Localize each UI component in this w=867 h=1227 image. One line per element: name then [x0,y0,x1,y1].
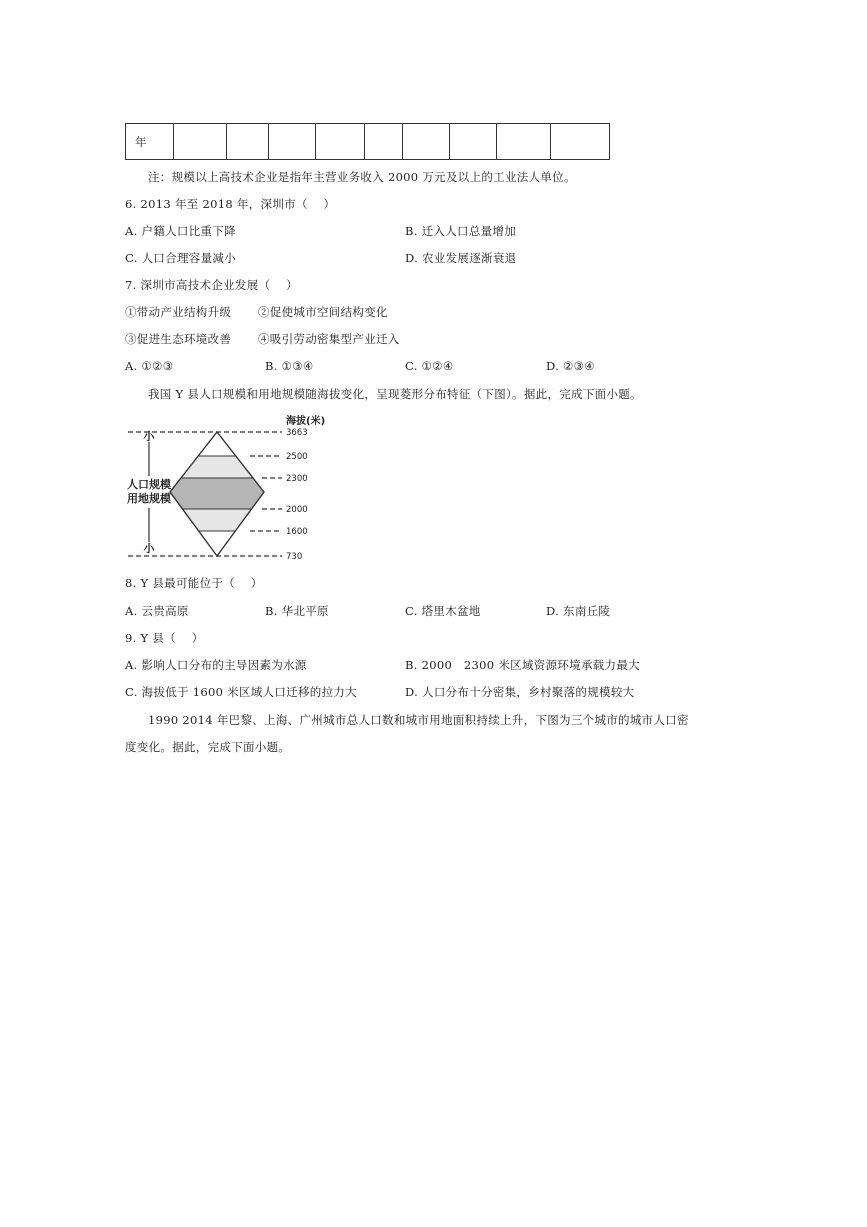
data-table [125,123,610,160]
table-cell [269,124,316,160]
table-cell-year: 年 [126,124,174,160]
question-9-option-b: B. 2000 2300 米区域资源环境承载力最大 [405,658,640,672]
question-8-stem: 8. Y 县最可能位于（ ） [125,576,263,590]
table-note: 注：规模以上高技术企业是指年主营业务收入 2000 万元及以上的工业法人单位。 [148,170,576,184]
question-8-option-a: A. 云贵高原 [125,604,189,618]
small-label-bottom: 小 [143,542,155,555]
question-9-option-d: D. 人口分布十分密集，乡村聚落的规模较大 [405,685,635,699]
table-cell [316,124,365,160]
table-cell [551,124,610,160]
question-9-option-c: C. 海拔低于 1600 米区域人口迁移的拉力大 [125,685,357,699]
diamond-distribution-figure [120,408,340,568]
question-7-stem: 7. 深圳市高技术企业发展（ ） [125,278,298,292]
paragraph-intro-line1: 1990 2014 年巴黎、上海、广州城市总人口数和城市用地面积持续上升，下图为三个城市的城市人口密 [148,713,689,727]
question-7-option-c: C. ①②④ [405,359,454,373]
axis-label-population: 人口规模 [127,478,171,491]
diamond-bands [160,432,280,561]
altitude-label: 3663 [286,428,308,438]
question-7-option-a: A. ①②③ [125,359,174,373]
question-9-stem: 9. Y 县（ ） [125,631,204,645]
question-6-option-a: A. 户籍人口比重下降 [125,224,236,238]
question-6-option-d: D. 农业发展逐渐衰退 [405,251,517,265]
paragraph-intro-line2: 度变化。据此，完成下面小题。 [125,740,291,754]
table-cell [365,124,403,160]
question-8-option-c: C. 塔里木盆地 [405,604,481,618]
question-7-option-d: D. ②③④ [546,359,595,373]
table-cell [403,124,450,160]
question-7-statement-4: ④吸引劳动密集型产业迁入 [258,332,400,346]
question-7-option-b: B. ①③④ [265,359,314,373]
table-row [126,124,610,160]
table-cell [227,124,269,160]
question-7-statement-1: ①带动产业结构升级 [125,305,232,319]
altitude-title: 海拔(米) [286,416,326,427]
band-1600-2000 [160,509,280,531]
question-6-option-b: B. 迁入人口总量增加 [405,224,517,238]
question-6-stem: 6. 2013 年至 2018 年，深圳市（ ） [125,197,336,211]
question-8-option-b: B. 华北平原 [265,604,329,618]
altitude-label: 2000 [286,505,308,515]
question-6-option-c: C. 人口合理容量减小 [125,251,236,265]
altitude-label: 2500 [286,452,308,462]
figure-intro-text: 我国 Y 县人口规模和用地规模随海拔变化，呈现菱形分布特征（下图）。据此，完成下面小题。 [148,387,642,401]
altitude-label: 730 [286,552,303,562]
table-cell [497,124,551,160]
altitude-label: 1600 [286,527,308,537]
band-2300-2500 [160,456,280,478]
question-7-statement-2: ②促使城市空间结构变化 [258,305,388,319]
axis-label-land: 用地规模 [127,492,171,505]
table-cell [450,124,497,160]
altitude-label: 2300 [286,474,308,484]
question-7-statement-3: ③促进生态环境改善 [125,332,232,346]
question-9-option-a: A. 影响人口分布的主导因素为水源 [125,658,307,672]
small-label-top: 小 [143,430,155,443]
table-cell [174,124,227,160]
question-8-option-d: D. 东南丘陵 [546,604,611,618]
